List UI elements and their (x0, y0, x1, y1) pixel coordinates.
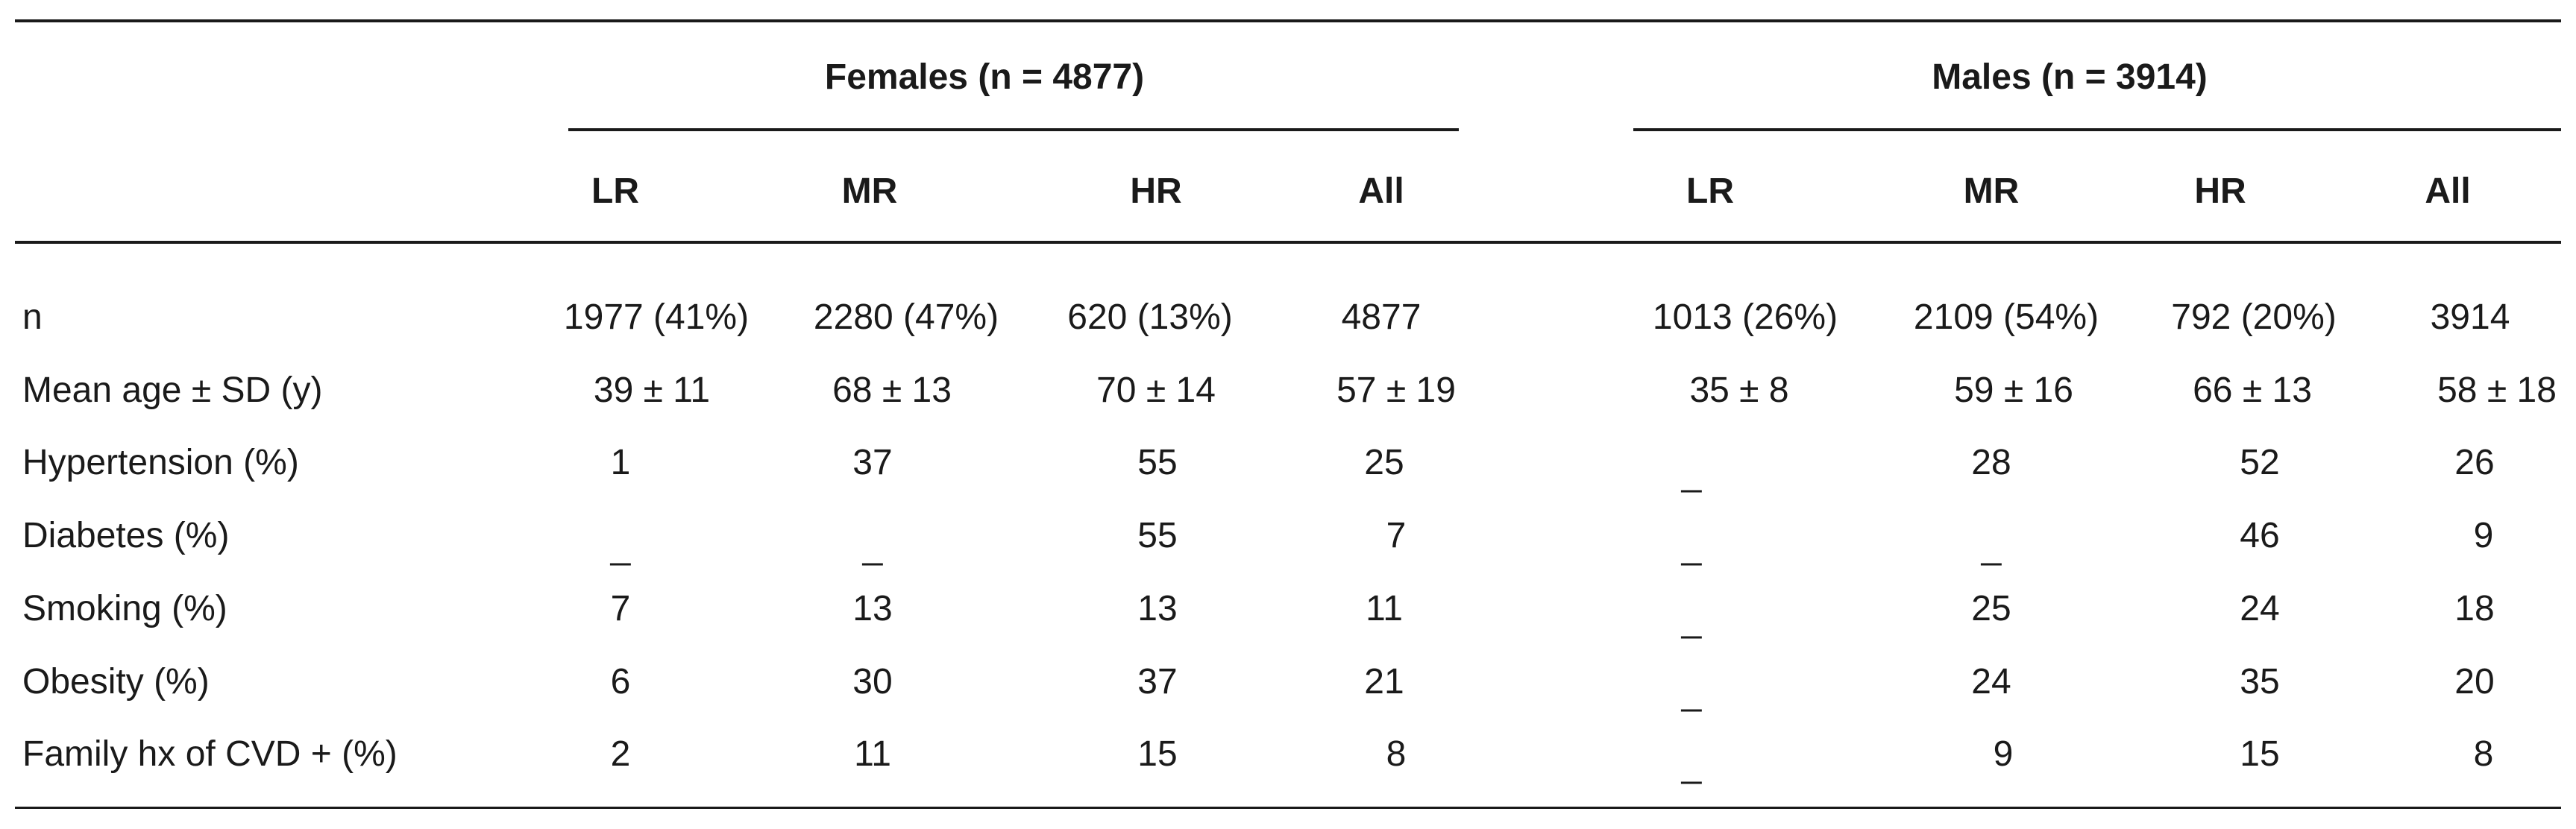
table-cell: 52 (2240, 443, 2280, 482)
table-cell: _ (1681, 454, 1702, 494)
table-cell: 55 (1137, 516, 1178, 555)
table-cell: 3914 (2430, 297, 2510, 337)
table-cell: 8 (2473, 734, 2494, 774)
column-header: All (2425, 171, 2471, 211)
row-label: Hypertension (%) (22, 443, 299, 482)
table-cell: 35 (2240, 662, 2280, 702)
row-label: Family hx of CVD + (%) (22, 734, 398, 774)
table-cell: 1013 (26%) (1652, 297, 1838, 337)
table-cell: 20 (2454, 662, 2495, 702)
table-cell: 18 (2454, 589, 2495, 628)
table-cell: 11 (854, 734, 891, 774)
table-cell: 26 (2454, 443, 2495, 482)
table-cell: 4877 (1341, 297, 1421, 337)
table-cell: 11 (1366, 589, 1403, 628)
table-cell: 9 (1993, 734, 2014, 774)
bottom-rule (15, 807, 2561, 809)
table-cell: 2 (610, 734, 631, 774)
table-cell: 58 ± 18 (2437, 371, 2557, 410)
group-header-females: Females (n = 4877) (824, 57, 1145, 97)
table-cell: 7 (1386, 516, 1407, 555)
header-rule (15, 241, 2561, 244)
table-cell: 8 (1386, 734, 1407, 774)
row-label: Diabetes (%) (22, 516, 230, 555)
row-label: n (22, 297, 43, 337)
table-cell: 2280 (47%) (813, 297, 999, 337)
table-cell: 792 (20%) (2171, 297, 2337, 337)
table-cell: 35 ± 8 (1689, 371, 1789, 410)
table-cell: 25 (1971, 589, 2011, 628)
table-cell: 55 (1137, 443, 1178, 482)
column-header: LR (591, 171, 639, 211)
column-header: HR (1130, 171, 1182, 211)
table-cell: 7 (610, 589, 631, 628)
table-cell: 24 (1971, 662, 2011, 702)
table-cell: 39 ± 11 (593, 371, 711, 410)
table-cell: 46 (2240, 516, 2280, 555)
table-cell: 620 (13%) (1067, 297, 1233, 337)
table-cell: _ (610, 527, 631, 567)
table-cell: _ (1681, 673, 1702, 713)
column-header: LR (1686, 171, 1734, 211)
table-cell: 6 (610, 662, 631, 702)
table-cell: _ (1981, 527, 2002, 567)
males-group-rule (1633, 128, 2561, 131)
table-cell: 57 ± 19 (1336, 371, 1456, 410)
row-label: Obesity (%) (22, 662, 210, 702)
table-cell: 13 (1137, 589, 1178, 628)
table-cell: 15 (1137, 734, 1178, 774)
table-cell: _ (1681, 600, 1702, 640)
table-cell: 37 (852, 443, 893, 482)
table-cell: _ (862, 527, 883, 567)
table-cell: _ (1681, 527, 1702, 567)
table-cell: 1977 (41%) (563, 297, 750, 337)
table-cell: 68 ± 13 (832, 371, 952, 410)
table-cell: 66 ± 13 (2193, 371, 2312, 410)
column-header: All (1358, 171, 1404, 211)
table-cell: 2109 (54%) (1913, 297, 2099, 337)
row-label: Mean age ± SD (y) (22, 371, 323, 410)
table-cell: 24 (2240, 589, 2280, 628)
table-cell: 1 (610, 443, 631, 482)
table-cell: 13 (852, 589, 893, 628)
column-header: MR (841, 171, 898, 211)
table-cell: 70 ± 14 (1096, 371, 1216, 410)
column-header: HR (2194, 171, 2246, 211)
column-header: MR (1963, 171, 2020, 211)
table-cell: 28 (1971, 443, 2011, 482)
table-cell: 30 (852, 662, 893, 702)
table-cell: _ (1681, 746, 1702, 785)
top-rule (15, 19, 2561, 22)
table-cell: 9 (2473, 516, 2494, 555)
table-cell: 59 ± 16 (1954, 371, 2073, 410)
group-header-males: Males (n = 3914) (1932, 57, 2208, 97)
table-cell: 15 (2240, 734, 2280, 774)
table-cell: 37 (1137, 662, 1178, 702)
table-cell: 21 (1364, 662, 1404, 702)
table-cell: 25 (1364, 443, 1404, 482)
row-label: Smoking (%) (22, 589, 227, 628)
females-group-rule (568, 128, 1459, 131)
